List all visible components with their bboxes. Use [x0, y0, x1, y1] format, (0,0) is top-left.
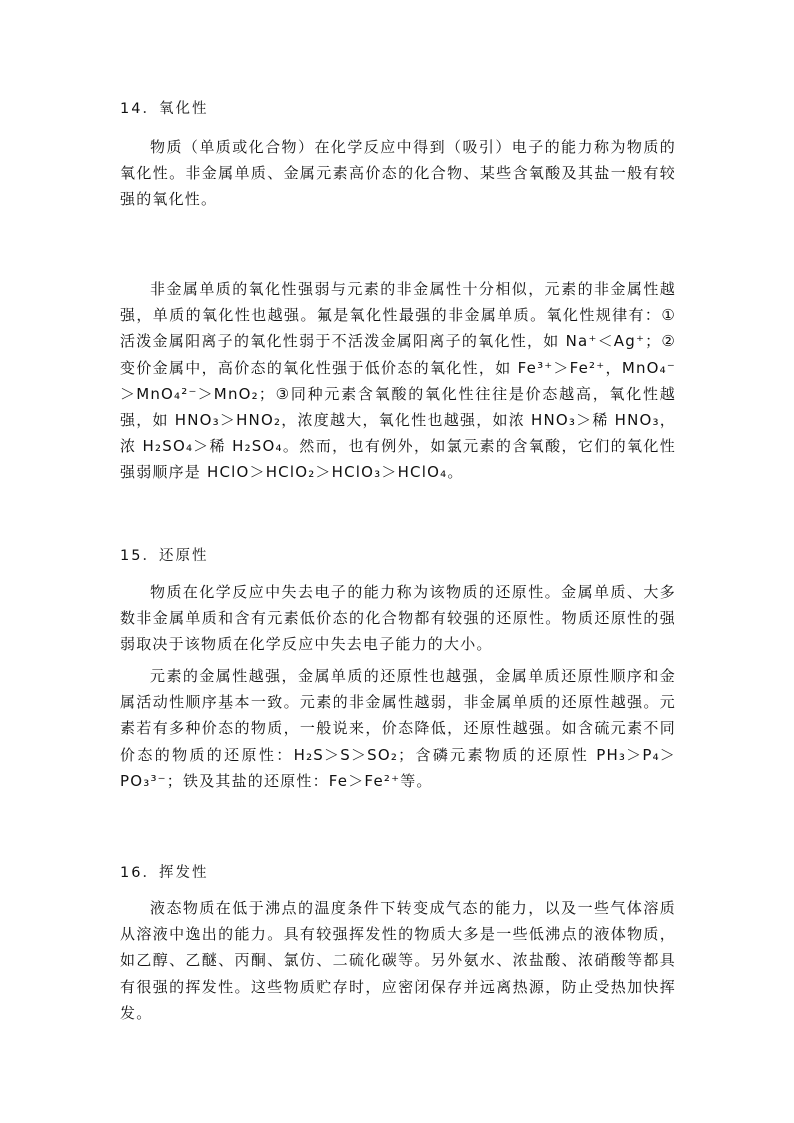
- paragraph-volatility-definition: 液态物质在低于沸点的温度条件下转变成气态的能力，以及一些气体溶质从溶液中逸出的能力。具有较强挥发性的物质大多是一些低沸点的液体物质，如乙醇、乙醚、丙酮、氯仿、二硫化碳等。另外氨水、浓盐酸、浓硝酸等都具有很强的挥发性。这些物质贮存时，应密闭保存并远离热源，防止受热加快挥发。: [120, 899, 676, 1022]
- section-heading-oxidizing: 14．氧化性: [120, 101, 209, 117]
- section-heading-reducing: 15．还原性: [120, 548, 209, 564]
- section-heading-volatility: 16．挥发性: [120, 865, 209, 881]
- paragraph-oxidizing-rules: 非金属单质的氧化性强弱与元素的非金属性十分相似，元素的非金属性越强，单质的氧化性也越强。氟是氧化性最强的非金属单质。氧化性规律有：①活泼金属阳离子的氧化性弱于不活泼金属阳离子的氧化性，如 Na⁺＜Ag⁺；②变价金属中，高价态的氧化性强于低价态的氧化性，如 Fe³⁺＞Fe²⁺，MnO₄⁻＞MnO₄²⁻＞MnO₂；③同种元素含氧酸的氧化性往往是价态越高，氧化性越强，如 HNO₃＞HNO₂，浓度越大，氧化性也越强，如浓 HNO₃＞稀 HNO₃，浓 H₂SO₄＞稀 H₂SO₄。然而，也有例外，如氯元素的含氧酸，它们的氧化性强弱顺序是 HClO＞HClO₂＞HClO₃＞HClO₄。: [120, 280, 676, 482]
- paragraph-reducing-rules: 元素的金属性越强，金属单质的还原性也越强，金属单质还原性顺序和金属活动性顺序基本一致。元素的非金属性越弱，非金属单质的还原性越强。元素若有多种价态的物质，一般说来，价态降低，还原性越强。如含硫元素不同价态的物质的还原性：H₂S＞S＞SO₂；含磷元素物质的还原性 PH₃＞P₄＞PO₃³⁻；铁及其盐的还原性：Fe＞Fe²⁺等。: [120, 667, 676, 790]
- paragraph-reducing-definition: 物质在化学反应中失去电子的能力称为该物质的还原性。金属单质、大多数非金属单质和含有元素低价态的化合物都有较强的还原性。物质还原性的强弱取决于该物质在化学反应中失去电子能力的大小。: [120, 583, 676, 654]
- paragraph-oxidizing-definition: 物质（单质或化合物）在化学反应中得到（吸引）电子的能力称为物质的氧化性。非金属单质、金属元素高价态的化合物、某些含氧酸及其盐一般有较强的氧化性。: [120, 138, 676, 209]
